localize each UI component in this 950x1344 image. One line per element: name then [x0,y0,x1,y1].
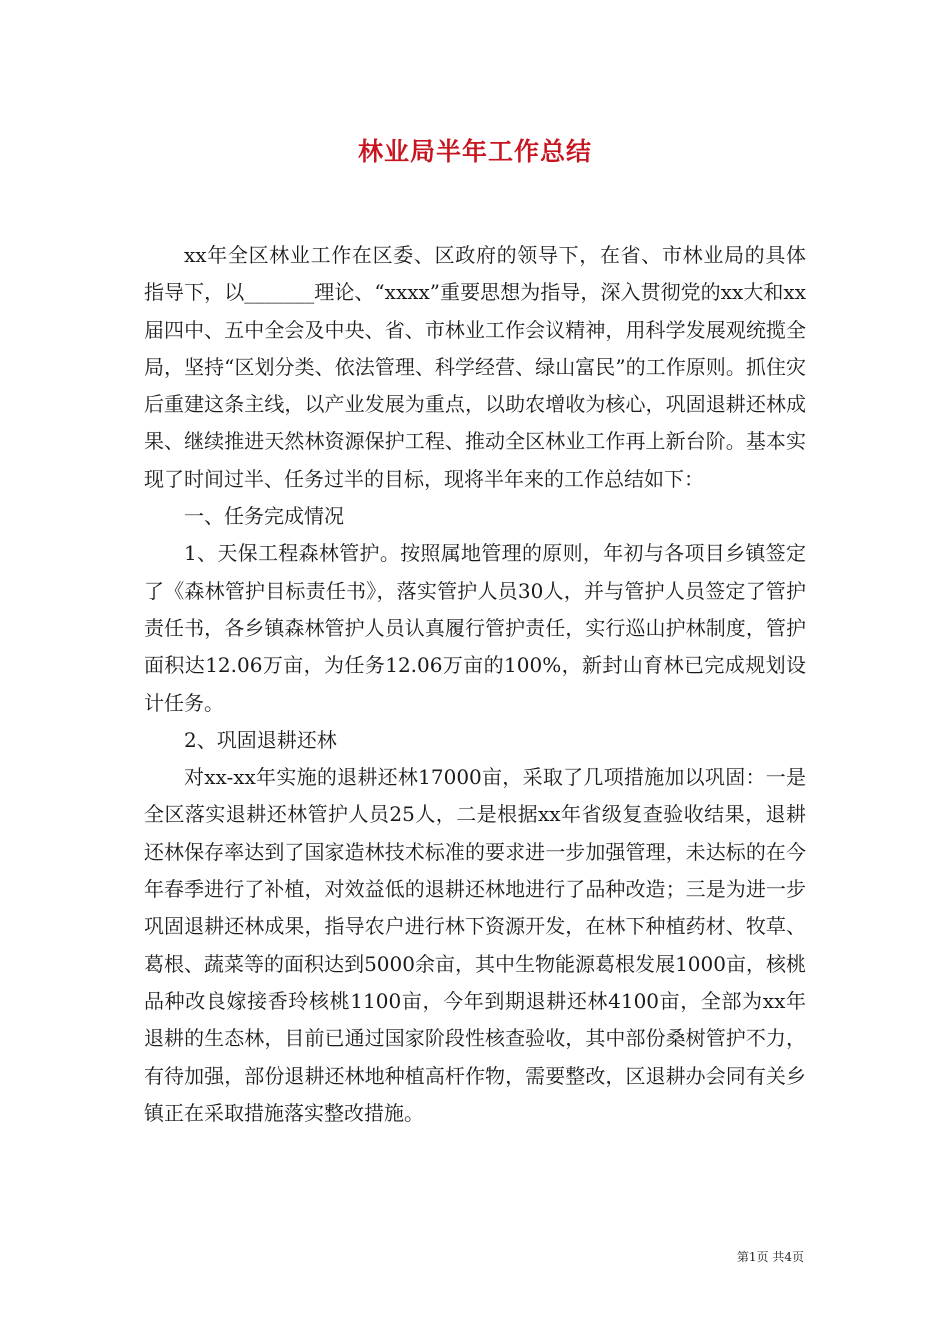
section-heading-task-completion: 一、任务完成情况 [184,504,344,529]
paragraph-intro: xx年全区林业工作在区委、区政府的领导下，在省、市林业局的具体指导下，以_______理论、“xxxx”重要思想为指导，深入贯彻党的xx大和xx届四中、五中全会及中央、省、市林业工作会议精神，用科学发展观统揽全局，坚持“区划分类、依法管理、科学经营、绿山富民”的工作原则。抓住灾后重建这条主线，以产业发展为重点，以助农增收为核心，巩固退耕还林成果、继续推进天然林资源保护工程、推动全区林业工作再上新台阶。基本实现了时间过半、任务过半的目标，现将半年来的工作总结如下： [144,243,806,491]
document-body [144,237,806,1132]
paragraph-reforestation-measures: 对xx-xx年实施的退耕还林17000亩，采取了几项措施加以巩固：一是全区落实退耕还林管护人员25人，二是根据xx年省级复查验收结果，退耕还林保存率达到了国家造林技术标准的要求进一步加强管理，未达标的在今年春季进行了补植，对效益低的退耕还林地进行了品种改造；三是为进一步巩固退耕还林成果，指导农户进行林下资源开发，在林下种植药材、牧草、葛根、蔬菜等的面积达到5000余亩，其中生物能源葛根发展1000亩，核桃品种改良嫁接香玲核桃1100亩，今年到期退耕还林4100亩，全部为xx年退耕的生态林，目前已通过国家阶段性核查验收，其中部份桑树管护不力，有待加强，部份退耕还林地种植高杆作物，需要整改，区退耕办会同有关乡镇正在采取措施落实整改措施。 [144,765,806,1125]
subheading-consolidate-reforestation: 2、巩固退耕还林 [184,727,337,752]
page-number-footer: 第1页 共4页 [736,1250,804,1264]
paragraph-forest-protection: 1、天保工程森林管护。按照属地管理的原则，年初与各项目乡镇签定了《森林管护目标责任书》，落实管护人员30人，并与管护人员签定了管护责任书，各乡镇森林管护人员认真履行管护责任，实行巡山护林制度，管护面积达12.06万亩，为任务12.06万亩的100%，新封山育林已完成规划设计任务。 [144,541,806,715]
document-title: 林业局半年工作总结 [357,137,592,166]
